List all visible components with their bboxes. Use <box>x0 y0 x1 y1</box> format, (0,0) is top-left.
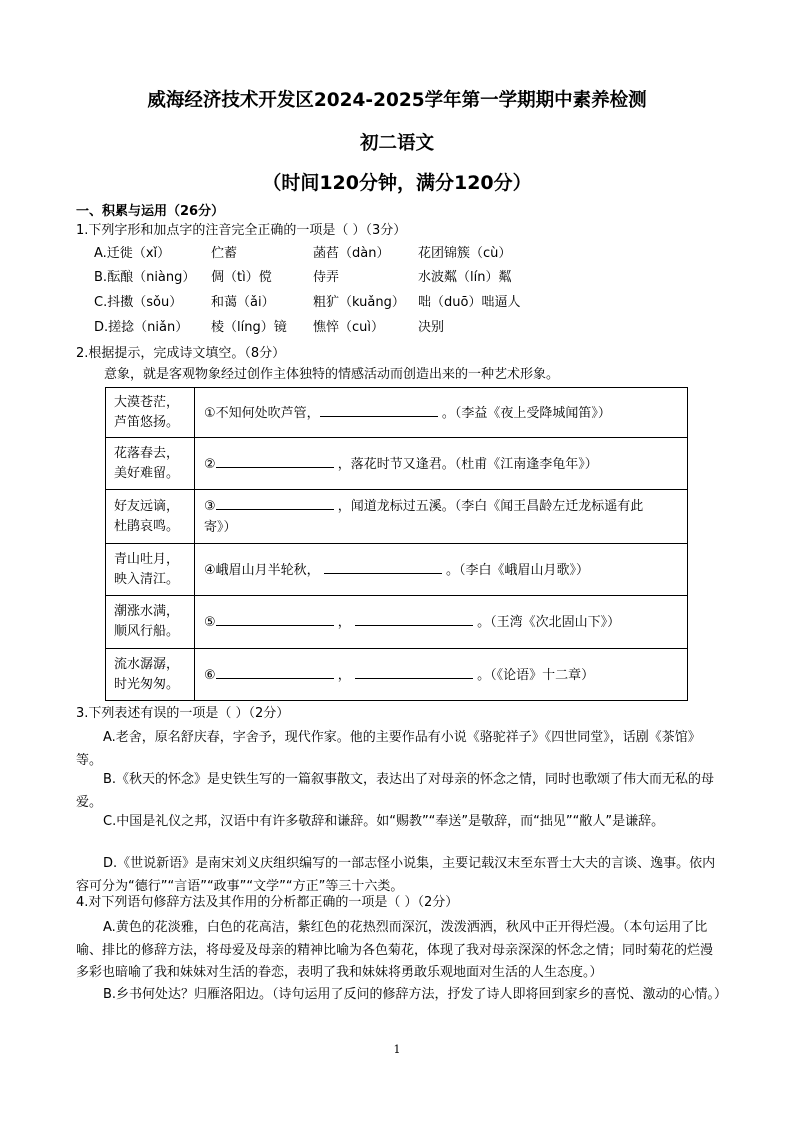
poem-fill-table <box>105 387 688 701</box>
q3-option-c: C.中国是礼仪之邦，汉语中有许多敬辞和谦辞。如“赐教”“奉送”是敬辞，而“拙见”“敝人”是谦辞。 <box>103 814 665 829</box>
table-row <box>106 490 688 544</box>
q1-option-a-word3: 菡萏（dàn） <box>313 246 390 261</box>
question-4-stem: 4.对下列语句修辞方法及其作用的分析都正确的一项是（ ）（2分） <box>76 895 459 910</box>
q1-option-d-word3: 憔悴（cuì） <box>313 320 384 335</box>
answer-blank[interactable] <box>216 495 334 510</box>
question-2-intro: 意象，就是客观物象经过创作主体独特的情感活动而创造出来的一种艺术形象。 <box>104 367 560 382</box>
table-row <box>106 388 688 438</box>
cue-cell: 青山吐月， 映入清江。 <box>106 544 195 596</box>
exam-subject: 初二语文 <box>359 133 434 154</box>
q1-option-d: D.搓捻（niǎn） <box>94 320 189 335</box>
table-row <box>106 596 688 649</box>
q1-option-c: C.抖擞（sǒu） <box>94 295 183 310</box>
fill-cell: ⑤ ， 。（王湾《次北固山下》） <box>195 596 688 649</box>
exam-title: 威海经济技术开发区2024-2025学年第一学期期中素养检测 <box>147 90 647 111</box>
table-row <box>106 649 688 701</box>
cue-cell: 潮涨水满， 顺风行船。 <box>106 596 195 649</box>
answer-blank[interactable] <box>324 559 442 574</box>
q1-option-b-word2: 倜（tì）傥 <box>211 270 272 285</box>
q3-option-b: B.《秋天的怀念》是史铁生写的一篇叙事散文，表达出了对母亲的怀念之情，同时也歌颂了伟大而无私的母爱。 <box>76 772 715 810</box>
question-1-stem: 1.下列字形和加点字的注音完全正确的一项是（ ）（3分） <box>76 223 407 238</box>
answer-blank[interactable] <box>216 664 334 679</box>
q1-option-b: B.酝酿（niàng） <box>94 270 196 285</box>
exam-time-info: （时间120分钟，满分120分） <box>262 172 532 194</box>
cue-cell: 流水潺潺， 时光匆匆。 <box>106 649 195 701</box>
q3-option-d: D.《世说新语》是南宋刘义庆组织编写的一部志怪小说集，主要记载汉末至东晋士大夫的言谈、逸事。依内容可分为“德行”“言语”“政事”“文学”“方正”等三十六类。 <box>76 856 716 894</box>
fill-cell: ④峨眉山月半轮秋， 。（李白《峨眉山月歌》） <box>195 544 688 596</box>
q1-option-b-word3: 侍弄 <box>313 270 340 285</box>
q1-option-a-word2: 伫蓄 <box>211 246 238 261</box>
fill-cell: ⑥ ， 。（《论语》十二章） <box>195 649 688 701</box>
answer-blank[interactable] <box>216 453 334 468</box>
section-heading: 一、积累与运用（26分） <box>76 204 225 219</box>
q1-option-d-word4: 决别 <box>418 320 445 335</box>
q1-option-b-word4: 水波粼（lín）粼 <box>418 270 512 285</box>
question-2-stem: 2.根据提示，完成诗文填空。（8分） <box>76 346 286 361</box>
cue-cell: 大漠苍茫， 芦笛悠扬。 <box>106 388 195 438</box>
cue-cell: 花落春去， 美好难留。 <box>106 438 195 490</box>
question-3-stem: 3.下列表述有误的一项是（ ）（2分） <box>76 706 290 721</box>
q1-option-d-word2: 棱（líng）镜 <box>211 320 287 335</box>
answer-blank[interactable] <box>216 611 334 626</box>
cue-cell: 好友远谪， 杜鹃哀鸣。 <box>106 490 195 544</box>
fill-cell: ② ，落花时节又逢君。（杜甫《江南逢李龟年》） <box>195 438 688 490</box>
page-number: 1 <box>393 1043 401 1056</box>
table-row <box>106 544 688 596</box>
fill-cell: ①不知何处吹芦管， 。（李益《夜上受降城闻笛》） <box>195 388 688 438</box>
q1-option-a: A.迁徙（xǐ） <box>94 246 171 261</box>
answer-blank[interactable] <box>320 402 438 417</box>
q1-option-c-word2: 和蔼（ǎi） <box>211 295 275 310</box>
answer-blank[interactable] <box>355 611 473 626</box>
q1-option-a-word4: 花团锦簇（cù） <box>418 246 512 261</box>
answer-blank[interactable] <box>355 664 473 679</box>
q1-option-c-word4: 咄（duō）咄逼人 <box>418 295 521 310</box>
fill-cell: ③ ，闻道龙标过五溪。（李白《闻王昌龄左迁龙标遥有此 寄》） <box>195 490 688 544</box>
q3-option-a: A.老舍，原名舒庆春，字舍予，现代作家。他的主要作品有小说《骆驼祥子》《四世同堂》，话剧《茶馆》等。 <box>76 730 701 768</box>
q4-option-b: B.乡书何处达？归雁洛阳边。（诗句运用了反问的修辞方法，抒发了诗人即将回到家乡的喜悦、激动的心情。） <box>103 987 728 1002</box>
q4-option-a: A.黄色的花淡雅，白色的花高洁，紫红色的花热烈而深沉，泼泼洒洒，秋风中正开得烂漫。（本句运用了比喻、排比的修辞方法，将母爱及母亲的精神比喻为各色菊花，体现了我对母亲深深的怀念之情；同时菊花的烂漫多彩也暗喻了我和妹妹对生活的眷恋，表明了我和妹妹将勇敢乐观地面对生活的人生态度。） <box>76 920 714 980</box>
q1-option-c-word3: 粗犷（kuǎng） <box>313 295 405 310</box>
table-row <box>106 438 688 490</box>
